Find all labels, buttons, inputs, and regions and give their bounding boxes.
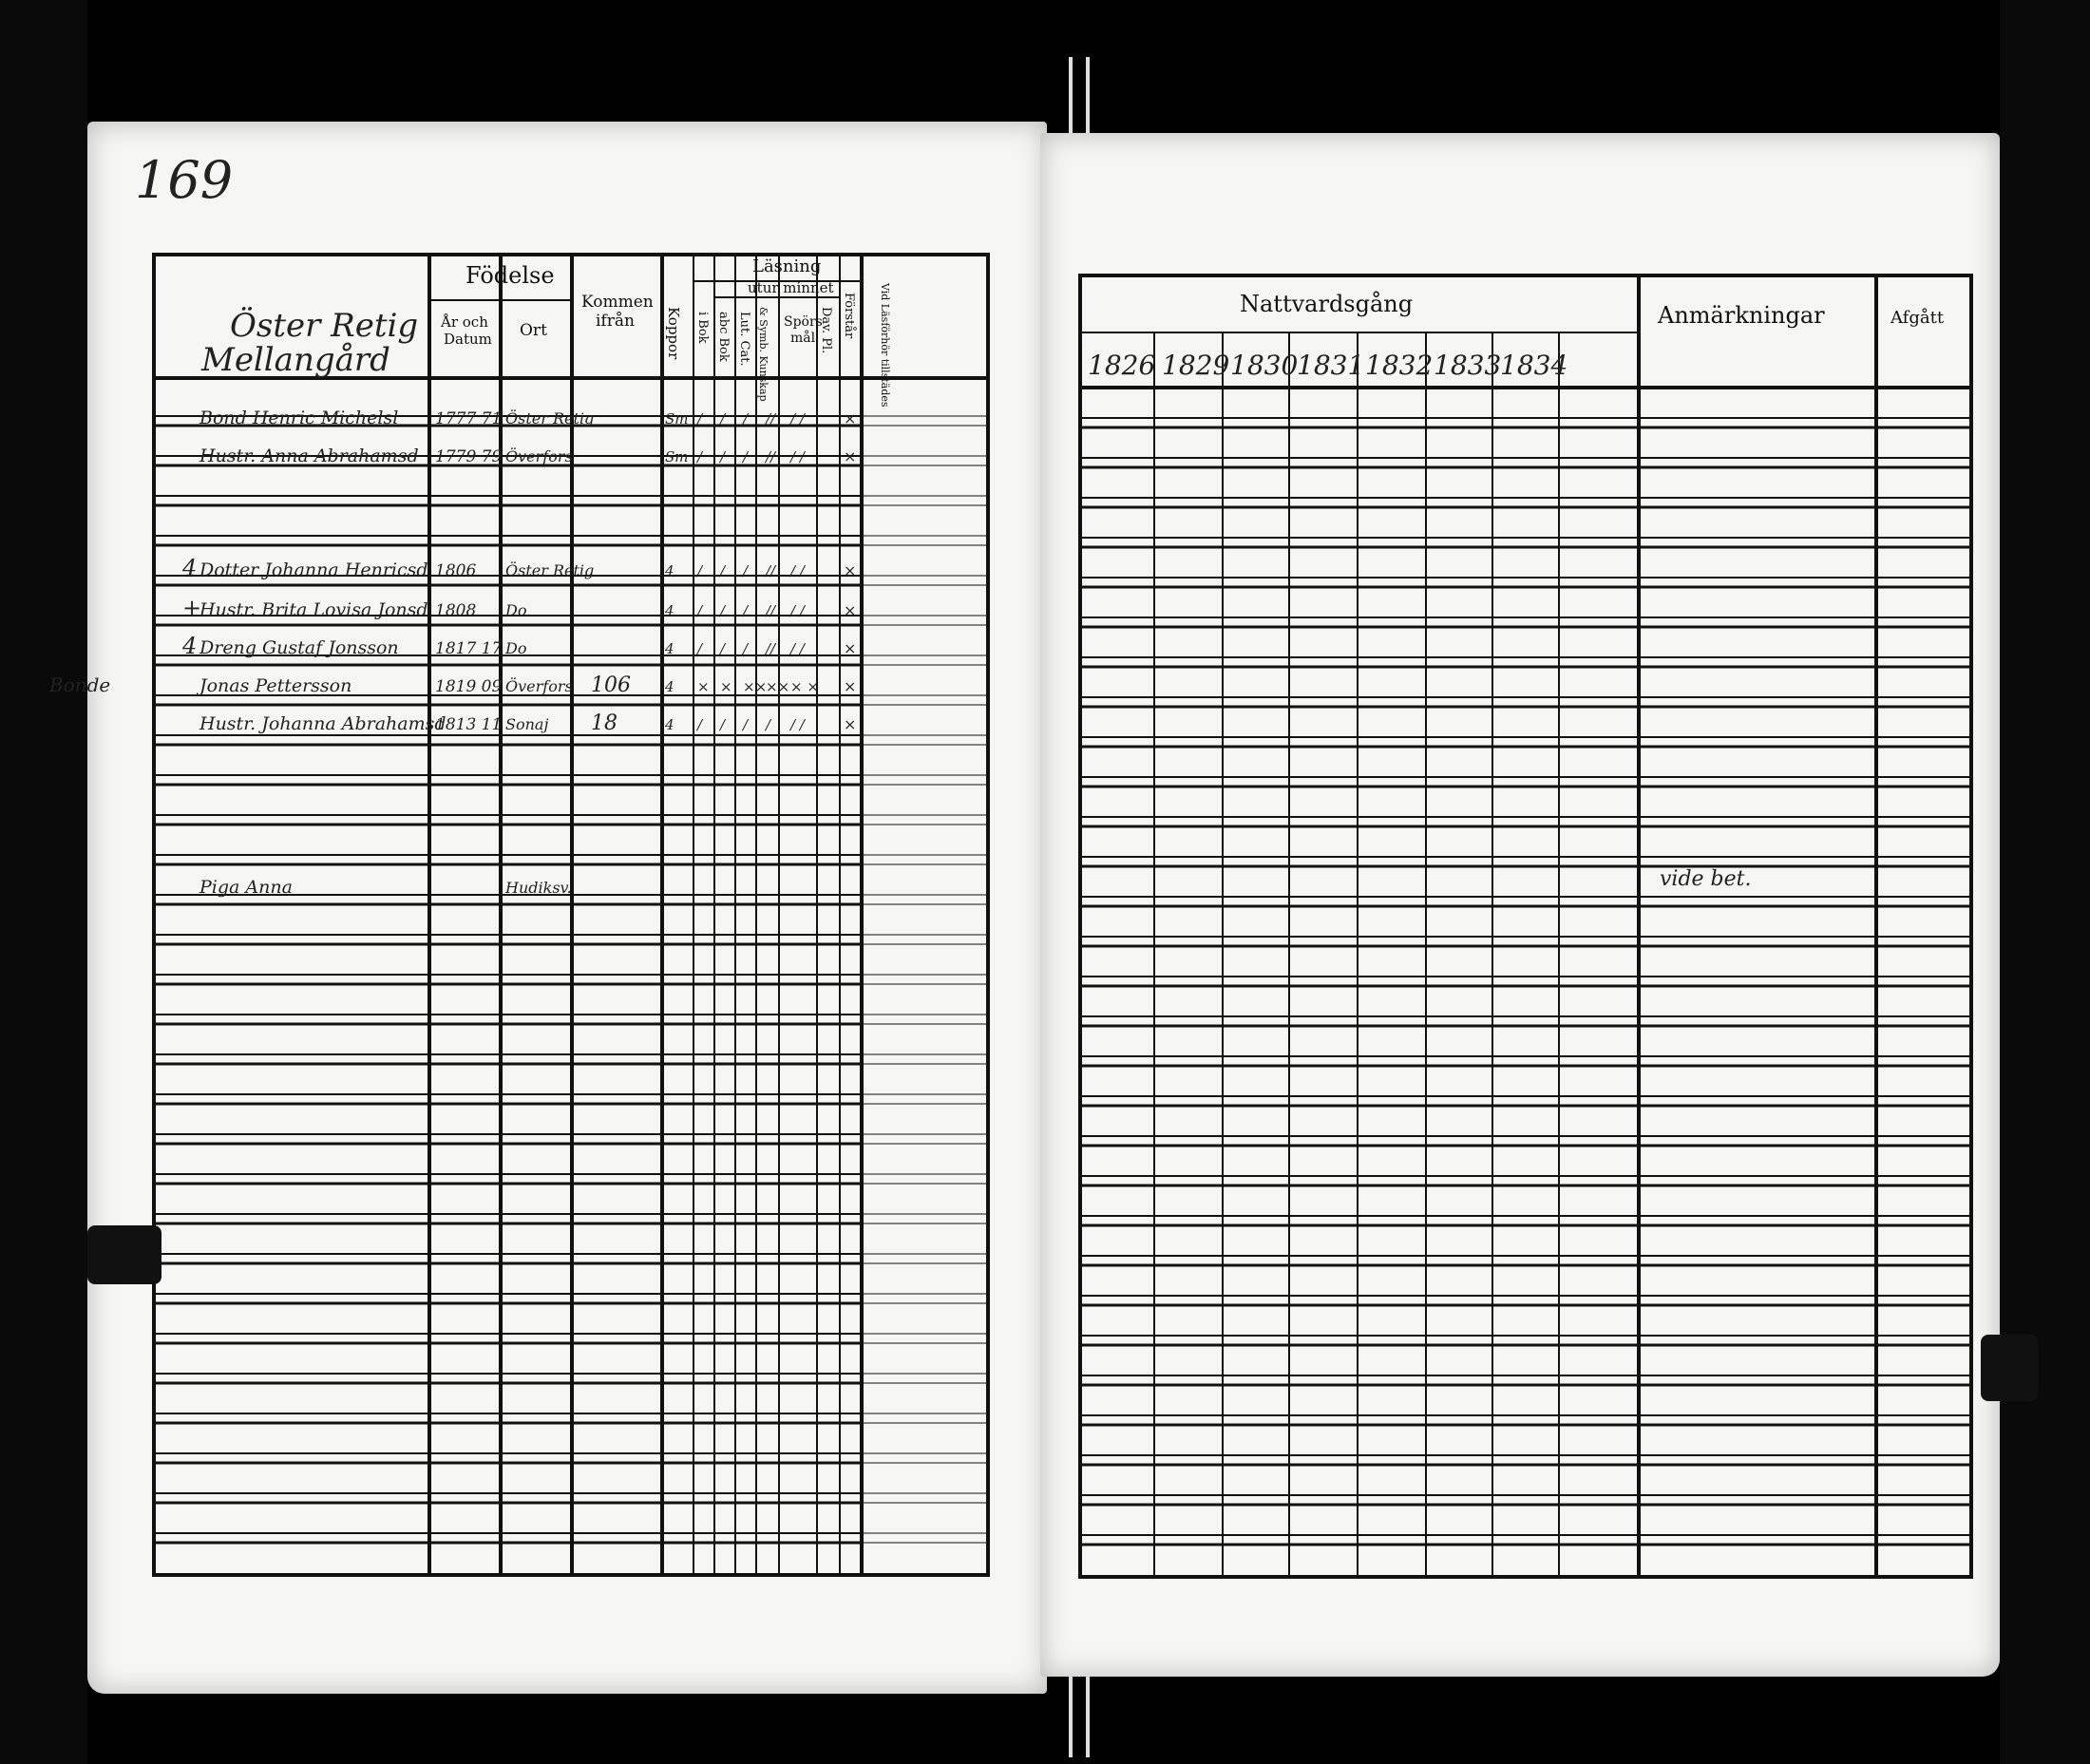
row-reading-mark: /	[743, 602, 749, 619]
row-birth-place: Do	[505, 639, 527, 657]
year-label: 1830	[1230, 350, 1299, 381]
row-reading-mark: ×	[720, 678, 732, 695]
row-birth-place: Do	[505, 601, 527, 619]
row-birth-date: 1808	[435, 601, 477, 620]
row-name: Dotter Johanna Henricsd	[200, 560, 428, 580]
row-name: Hustr. Johanna Abrahamsd	[200, 713, 446, 734]
row-reading-mark: /	[697, 410, 703, 427]
row-koppor: Sm	[665, 410, 689, 427]
row-reading-mark: /	[720, 640, 726, 657]
row-birth-date: 1777 71	[435, 409, 503, 428]
right-page	[1040, 133, 2000, 1677]
row-reading-mark: /	[697, 716, 703, 733]
row-birth-date: 1813 11	[435, 715, 503, 734]
left-page	[49, 122, 1047, 1694]
header-ort: Ort	[520, 321, 547, 340]
row-reading-mark: / /	[790, 562, 805, 579]
row-reading-mark: × ×	[790, 678, 819, 695]
book-background-left	[0, 0, 87, 1764]
row-forstar: ×	[844, 409, 857, 427]
row-reading-mark: / /	[790, 448, 805, 465]
header-ar-och: År och	[441, 313, 488, 331]
header-afgatt: Afgått	[1890, 308, 1945, 328]
page-clip-right	[1981, 1335, 2038, 1401]
row-koppor: 4	[665, 640, 674, 657]
row-koppor: 4	[665, 562, 674, 579]
row-reading-mark: /	[697, 448, 703, 465]
row-reading-mark: ×	[697, 678, 710, 695]
row-forstar: ×	[844, 677, 857, 695]
year-label: 1834	[1500, 350, 1568, 381]
row-reading-mark: /	[743, 716, 749, 733]
row-birth-place: Öster Retig	[505, 409, 595, 427]
year-label: 1832	[1365, 350, 1434, 381]
header-kommen: Kommen	[581, 293, 654, 312]
row-reading-mark: /	[743, 562, 749, 579]
row-reading-mark: / /	[790, 640, 805, 657]
header-lasning: Läsning	[752, 256, 822, 276]
row-birth-date: 1819 09	[435, 677, 503, 696]
margin-note-bonde: Bonde	[49, 673, 111, 696]
row-mark: 4	[182, 555, 198, 581]
row-birth-date: 1817 17	[435, 639, 503, 658]
village-subname: Mellangård	[201, 341, 390, 379]
row-mark: 4	[182, 633, 198, 659]
book-background-right	[2000, 0, 2090, 1764]
row-mark: +	[182, 595, 202, 621]
row-reading-mark: //	[766, 410, 776, 427]
row-reading-mark: /	[697, 562, 703, 579]
row-name: Dreng Gustaf Jonsson	[200, 637, 399, 658]
header-i-bok: i Bok	[695, 312, 710, 344]
row-reading-mark: / /	[790, 602, 805, 619]
row-koppor: Sm	[665, 448, 689, 465]
year-label: 1829	[1162, 350, 1230, 381]
row-reading-mark: //	[766, 448, 776, 465]
row-birth-place: Öster Retig	[505, 561, 595, 579]
row-reading-mark: /	[720, 562, 726, 579]
row-reading-mark: /	[743, 640, 749, 657]
row-name: Jonas Pettersson	[200, 675, 352, 696]
row-koppor: 4	[665, 678, 674, 695]
row-birth-date: 1806	[435, 561, 477, 580]
row-name: Bond Henric Michelsl	[200, 408, 399, 428]
header-lut-cat: Lut. Cat.	[737, 312, 751, 367]
header-utur-minnet: utur minnet	[748, 279, 834, 296]
row-kommen-ifran: 18	[591, 711, 618, 735]
row-birth-place: Överfors	[505, 447, 573, 465]
row-birth-date: 1779 79	[435, 447, 503, 466]
header-anmarkningar: Anmärkningar	[1658, 302, 1825, 329]
header-symb-kunskap: & Symb. Kunskap	[757, 307, 770, 402]
row-reading-mark: /	[766, 716, 771, 733]
header-abc-bok: abc Bok	[716, 312, 731, 362]
row-forstar: ×	[844, 601, 857, 619]
page-number: 169	[135, 150, 234, 210]
row-reading-mark: /	[743, 448, 749, 465]
row-birth-place: Hudiksv.	[505, 879, 572, 897]
row-reading-mark: / /	[790, 716, 805, 733]
row-name: Hustr. Anna Abrahamsd	[200, 446, 419, 466]
row-reading-mark: /	[697, 602, 703, 619]
row-reading-mark: //	[766, 602, 776, 619]
row-koppor: 4	[665, 602, 674, 619]
row-forstar: ×	[844, 561, 857, 579]
left-register-table	[49, 122, 1047, 1694]
year-label: 1833	[1434, 350, 1502, 381]
village-name: Öster Retig	[230, 307, 419, 345]
page-clip-left	[87, 1225, 162, 1284]
row-reading-mark: //	[766, 640, 776, 657]
header-dav-pl: Dav. Pl.	[819, 307, 833, 354]
row-name: Piga Anna	[200, 877, 293, 898]
row-forstar: ×	[844, 639, 857, 657]
row-koppor: 4	[665, 716, 674, 733]
row-reading-mark: ××	[766, 678, 790, 695]
header-ifran: ifrån	[596, 312, 635, 331]
header-nattvardsgang: Nattvardsgång	[1240, 291, 1414, 317]
row-reading-mark: /	[720, 448, 726, 465]
row-forstar: ×	[844, 447, 857, 465]
row-birth-place: Sonaj	[505, 715, 549, 733]
header-spors: Spörs	[784, 314, 823, 330]
header-forstar: Förstår	[842, 293, 856, 339]
right-register-table	[1040, 133, 2000, 1677]
row-birth-place: Överfors	[505, 677, 573, 695]
remark-vide-bet: vide bet.	[1660, 867, 1752, 891]
year-label: 1831	[1297, 350, 1365, 381]
row-name: Hustr. Brita Lovisa Jonsd	[200, 599, 428, 620]
header-datum: Datum	[444, 331, 492, 348]
header-fodelse: Födelse	[466, 262, 555, 289]
row-forstar: ×	[844, 715, 857, 733]
header-koppor: Koppor	[665, 307, 682, 360]
header-tillstand: Vid Läsförhör tillstädes	[879, 283, 891, 408]
row-kommen-ifran: 106	[591, 673, 631, 697]
row-reading-mark: / /	[790, 410, 805, 427]
year-label: 1826	[1088, 350, 1156, 381]
row-reading-mark: /	[720, 602, 726, 619]
row-reading-mark: /	[720, 716, 726, 733]
row-reading-mark: //	[766, 562, 776, 579]
row-reading-mark: /	[697, 640, 703, 657]
row-reading-mark: /	[720, 410, 726, 427]
row-reading-mark: ××	[743, 678, 768, 695]
table-frame	[1080, 275, 1971, 1577]
row-reading-mark: /	[743, 410, 749, 427]
header-mal: mål	[790, 331, 816, 346]
